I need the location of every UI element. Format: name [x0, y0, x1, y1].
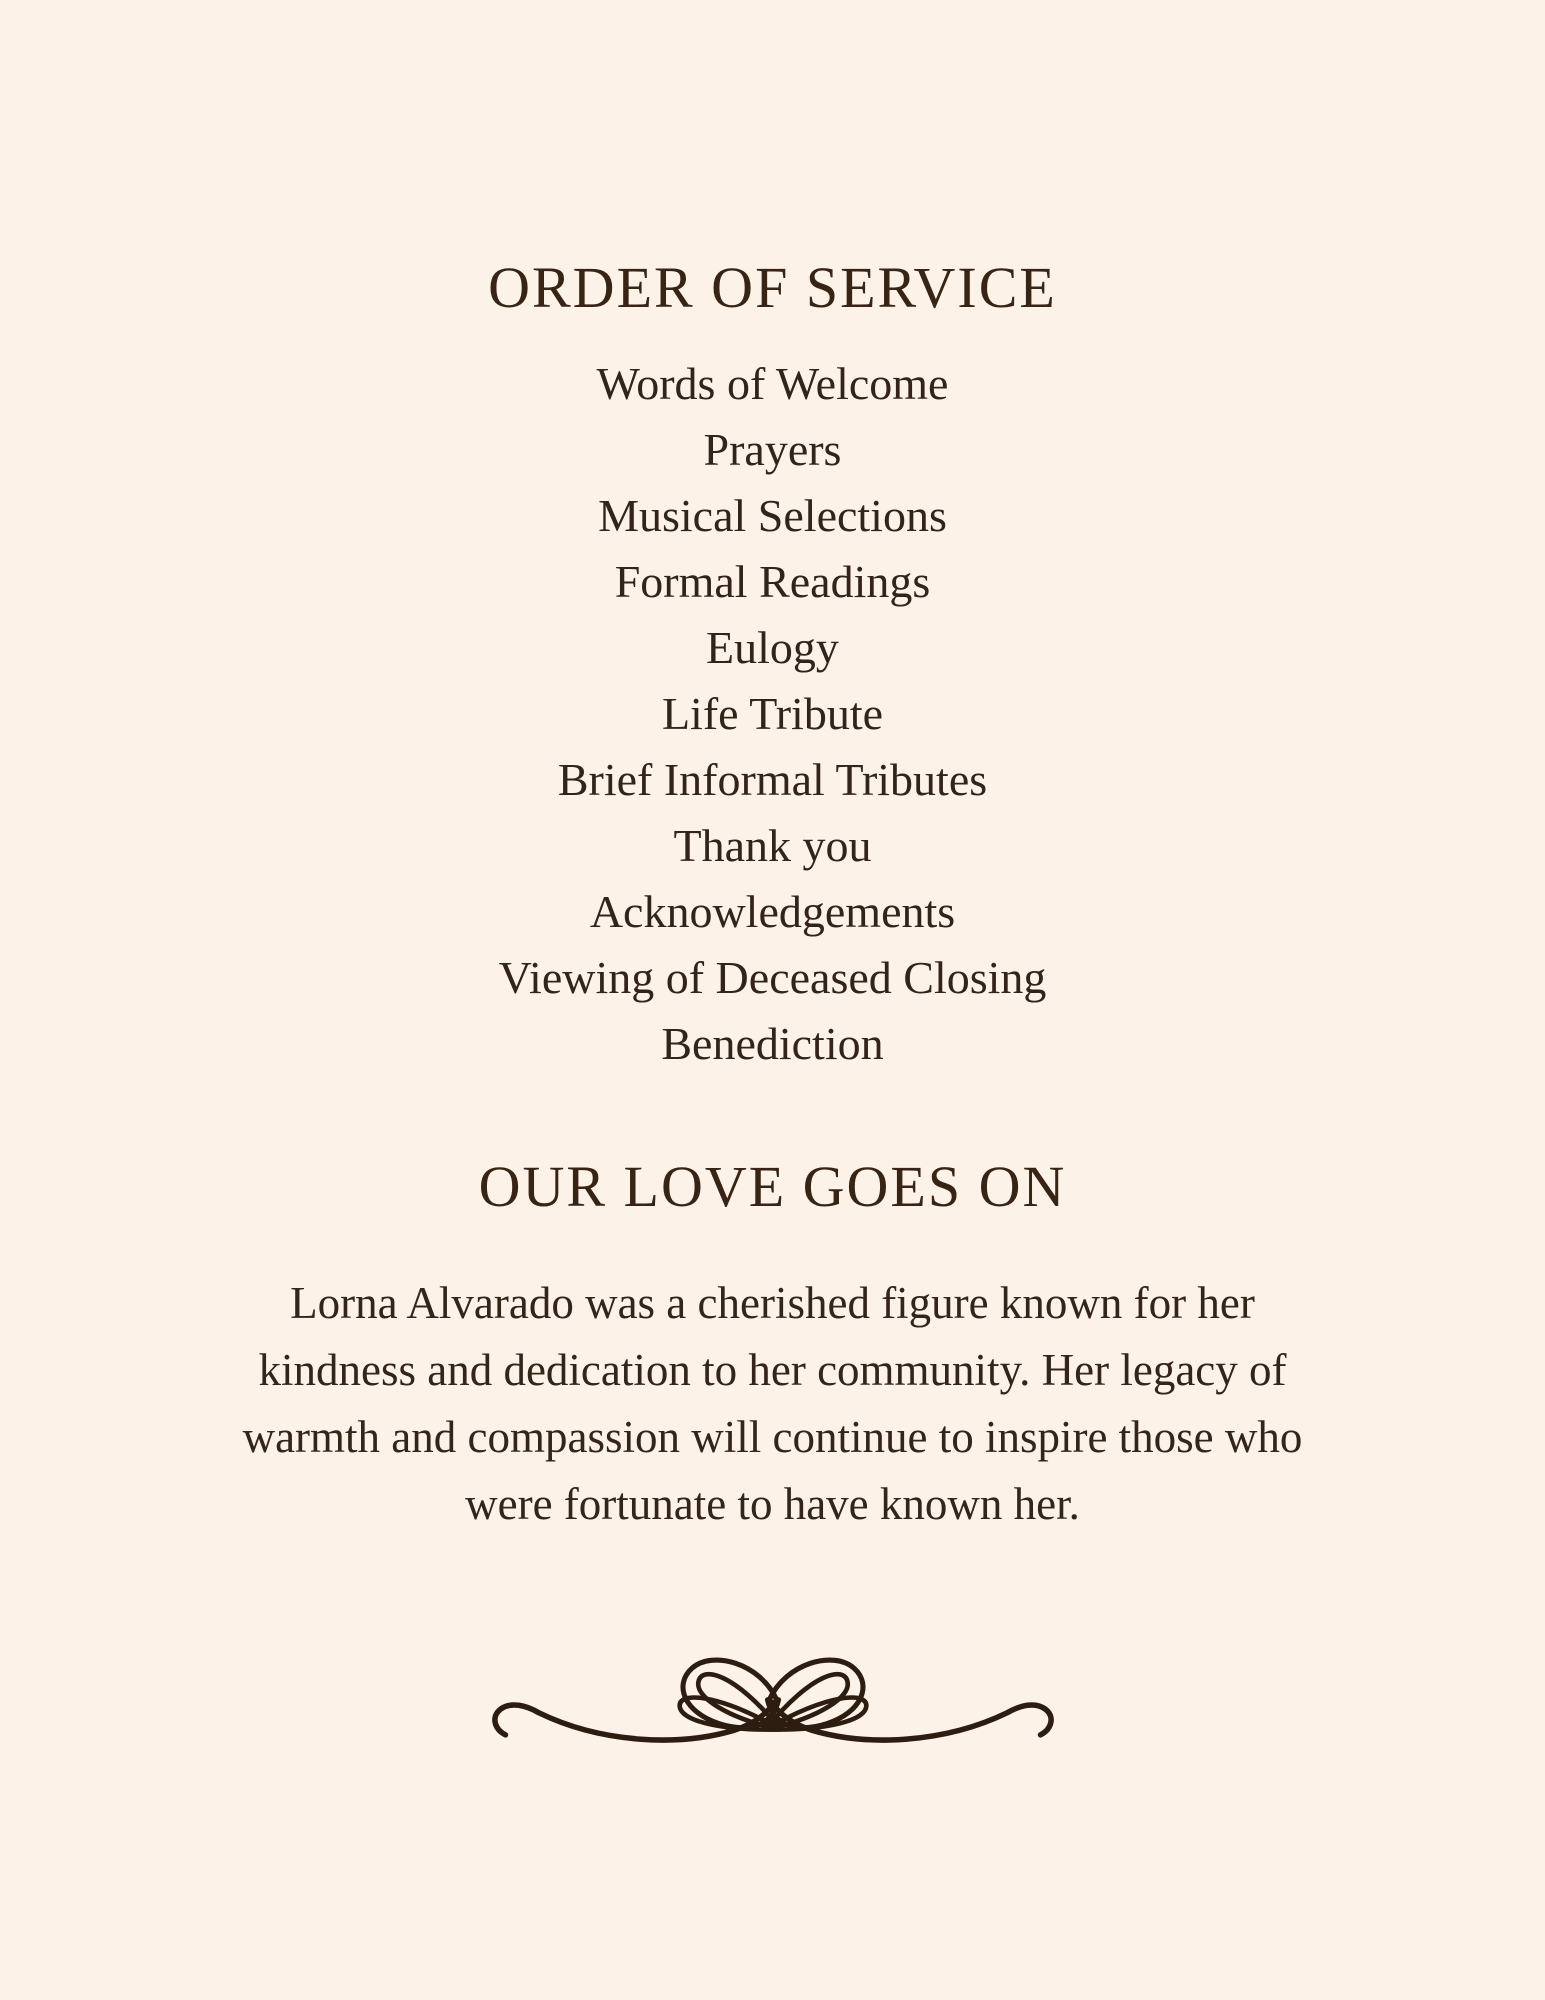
tribute-paragraph: Lorna Alvarado was a cherished figure known for her kindness and dedication to her community. Her legacy of warmth and compassion will continue to inspire those who were fortunate to have known her.: [242, 1278, 1303, 1529]
tribute-title: OUR LOVE GOES ON: [478, 1154, 1067, 1219]
service-item: Prayers: [703, 424, 842, 475]
order-of-service-title: ORDER OF SERVICE: [488, 255, 1057, 320]
service-item-list: [499, 351, 1047, 1077]
service-item: Viewing of Deceased Closing: [498, 952, 1047, 1003]
service-item: Words of Welcome: [596, 358, 949, 409]
service-item: Formal Readings: [614, 556, 931, 607]
service-item: Life Tribute: [661, 688, 884, 739]
flourish-divider: [487, 1646, 1059, 1748]
service-item: Musical Selections: [598, 490, 947, 541]
service-item: Eulogy: [706, 622, 839, 673]
service-item: Acknowledgements: [589, 886, 956, 937]
service-item: Brief Informal Tributes: [557, 754, 988, 805]
service-item: Benediction: [661, 1018, 884, 1069]
service-item: Thank you: [673, 820, 872, 871]
calligraphic-flourish-icon: [487, 1646, 1059, 1748]
